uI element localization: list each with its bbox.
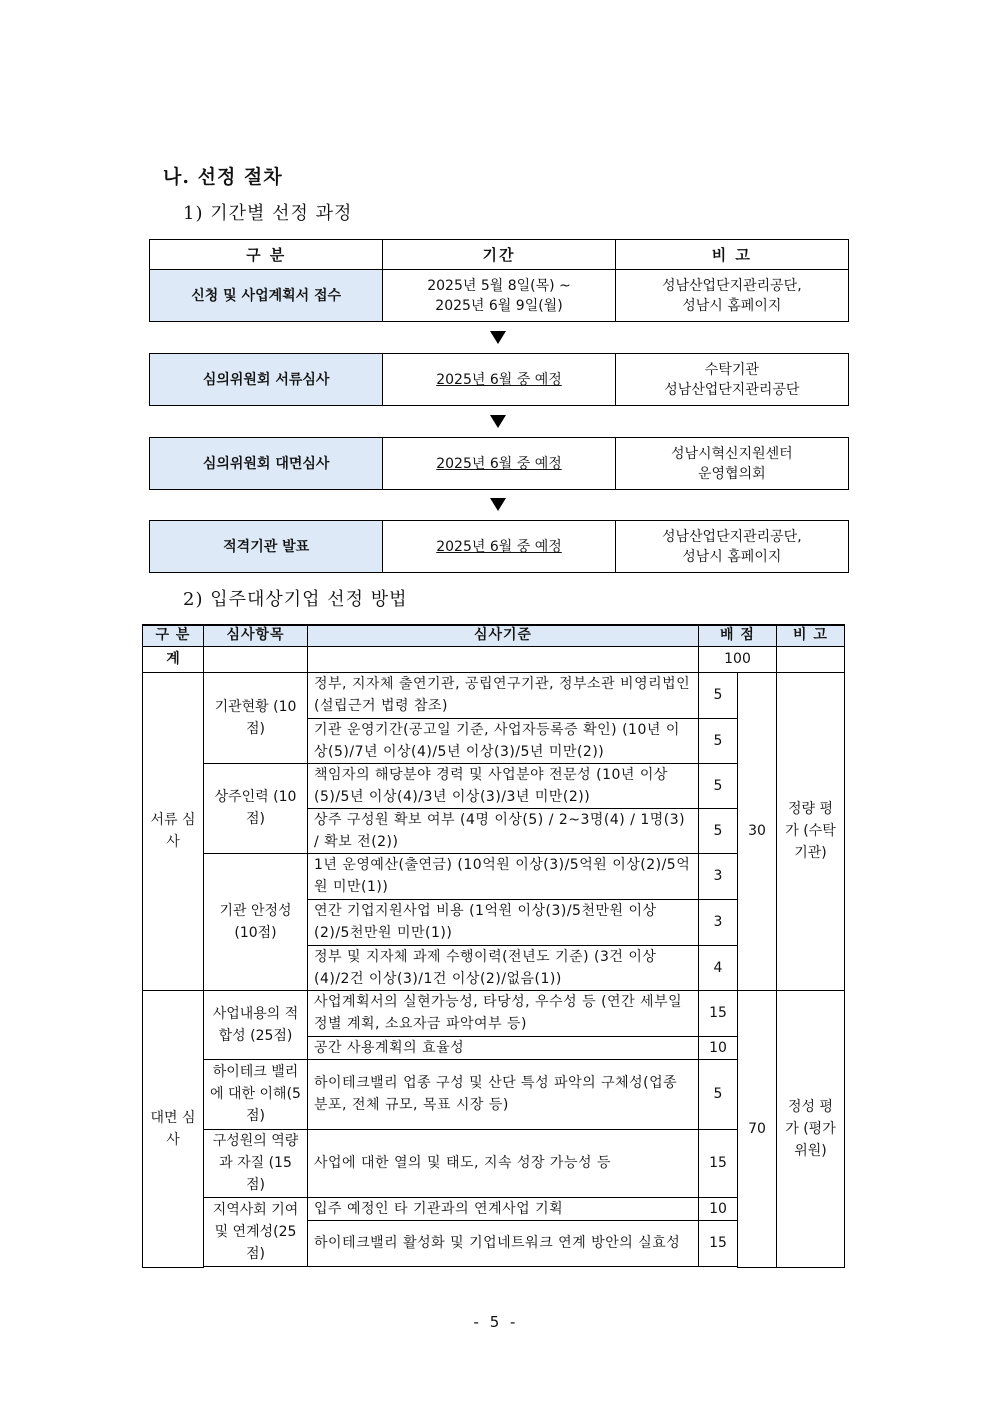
period-line-1: 2025년 6월 중 예정 [436,455,562,472]
table-row [143,990,845,1036]
criteria-text: 사업계획서의 실현가능성, 타당성, 우수성 등 (연간 세부일정별 계획, 소요자금 파악여부 등) [308,990,699,1036]
table1-row-application [149,269,849,322]
criteria-text: 1년 운영예산(출연금) (10억원 이상(3)/5억원 이상(2)/5억원 미만(1)) [308,853,699,899]
criteria-score: 5 [699,808,738,853]
header-item: 심사항목 [204,625,308,646]
criteria-text: 공간 사용계획의 효율성 [308,1036,699,1059]
criteria-text: 기관 운영기간(공고일 기준, 사업자등록증 확인) (10년 이상(5)/7년 이상(4)/5년 이상(3)/5년 미만(2)) [308,718,699,763]
table-row [143,672,845,718]
category-interview: 대면 심사 [143,990,204,1267]
item-name: 지역사회 기여 및 연계성(25점) [204,1197,308,1266]
step-label: 신청 및 사업계획서 접수 [150,270,382,321]
table1-row-interview [149,437,849,490]
table1-row-announcement [149,520,849,573]
table1-header-period: 기간 [382,240,614,269]
step-label: 심의위원회 대면심사 [150,438,382,489]
criteria-text: 입주 예정인 타 기관과의 연계사업 기획 [308,1197,699,1220]
criteria-text: 하이테크밸리 활성화 및 기업네트워크 연계 방안의 실효성 [308,1220,699,1266]
table1-header-note: 비 고 [615,240,848,269]
criteria-score: 15 [699,1129,738,1197]
item-name: 하이테크 밸리에 대한 이해(5점) [204,1059,308,1129]
criteria-score: 5 [699,672,738,718]
period-line-1: 2025년 6월 중 예정 [436,371,562,388]
item-name: 기관현황 (10점) [204,672,308,763]
criteria-text: 정부, 지자체 출연기관, 공립연구기관, 정부소관 비영리법인(설립근거 법령 참조) [308,672,699,718]
note-line-2: 운영협의회 [698,465,766,482]
page-number: - 5 - [473,1313,519,1331]
note-line-2: 성남산업단지관리공단 [664,381,800,398]
item-name: 사업내용의 적합성 (25점) [204,990,308,1059]
table2-header [143,625,845,646]
note-line-2: 성남시 홈페이지 [682,548,782,565]
table1-row-document-review [149,353,849,406]
header-criteria: 심사기준 [308,625,699,646]
subsection-title-1: 1) 기간별 선정 과정 [183,203,353,224]
criteria-score: 10 [699,1036,738,1059]
criteria-score: 5 [699,1059,738,1129]
header-score: 배 점 [699,625,777,646]
selection-criteria-table [142,624,845,1268]
step-label: 적격기관 발표 [150,521,382,572]
note-line-1: 성남시혁신지원센터 [670,445,793,462]
item-name: 구성원의 역량과 자질 (15점) [204,1129,308,1197]
period-line-2: 2025년 6월 9일(월) [435,297,563,314]
total-label: 계 [143,646,204,672]
total-row [143,646,845,672]
criteria-text: 연간 기업지원사업 비용 (1억원 이상(3)/5천만원 이상(2)/5천만원 미만(1)) [308,899,699,945]
note-document: 정량 평가 (수탁 기관) [777,672,845,990]
section-title: 나. 선정 절차 [163,166,283,188]
criteria-score: 15 [699,1220,738,1266]
subtotal-interview: 70 [738,990,777,1267]
step-note [615,438,848,489]
criteria-text: 하이테크밸리 업종 구성 및 산단 특성 파악의 구체성(업종 분포, 전체 규모, 목표 시장 등) [308,1059,699,1129]
table1-header-category: 구 분 [246,245,287,264]
down-arrow-icon [490,331,506,344]
step-note [615,270,848,321]
criteria-score: 5 [699,763,738,808]
criteria-text: 사업에 대한 열의 및 태도, 지속 성장 가능성 등 [308,1129,699,1197]
note-line-1: 성남산업단지관리공단, [661,277,802,294]
item-name: 상주인력 (10점) [204,763,308,853]
down-arrow-icon [490,415,506,428]
category-document: 서류 심사 [143,672,204,990]
criteria-text: 책임자의 해당분야 경력 및 사업분야 전문성 (10년 이상(5)/5년 이상(4)/3년 이상(3)/3년 미만(2)) [308,763,699,808]
step-label: 심의위원회 서류심사 [150,354,382,405]
step-period [382,438,614,489]
header-note: 비 고 [777,625,845,646]
note-line-1: 수탁기관 [704,361,759,378]
criteria-score: 4 [699,945,738,990]
criteria-score: 10 [699,1197,738,1220]
period-line-1: 2025년 6월 중 예정 [436,538,562,555]
header-category: 구 분 [143,625,204,646]
step-note [615,354,848,405]
down-arrow-icon [490,498,506,511]
criteria-text: 정부 및 지자체 과제 수행이력(전년도 기준) (3건 이상(4)/2건 이상(3)/1건 이상(2)/없음(1)) [308,945,699,990]
total-score: 100 [699,646,777,672]
subsection-title-2: 2) 입주대상기업 선정 방법 [183,589,408,610]
step-period [382,354,614,405]
step-period [382,521,614,572]
period-line-1: 2025년 5월 8일(목) ~ [427,277,571,294]
criteria-score: 5 [699,718,738,763]
criteria-text: 상주 구성원 확보 여부 (4명 이상(5) / 2~3명(4) / 1명(3) / 확보 전(2)) [308,808,699,853]
note-line-2: 성남시 홈페이지 [682,297,782,314]
note-interview: 정성 평가 (평가 위원) [777,990,845,1267]
criteria-score: 15 [699,990,738,1036]
criteria-score: 3 [699,853,738,899]
subtotal-document: 30 [738,672,777,990]
table1-header [149,239,849,270]
step-note [615,521,848,572]
note-line-1: 성남산업단지관리공단, [661,528,802,545]
criteria-score: 3 [699,899,738,945]
item-name: 기관 안정성 (10점) [204,853,308,990]
step-period [382,270,614,321]
